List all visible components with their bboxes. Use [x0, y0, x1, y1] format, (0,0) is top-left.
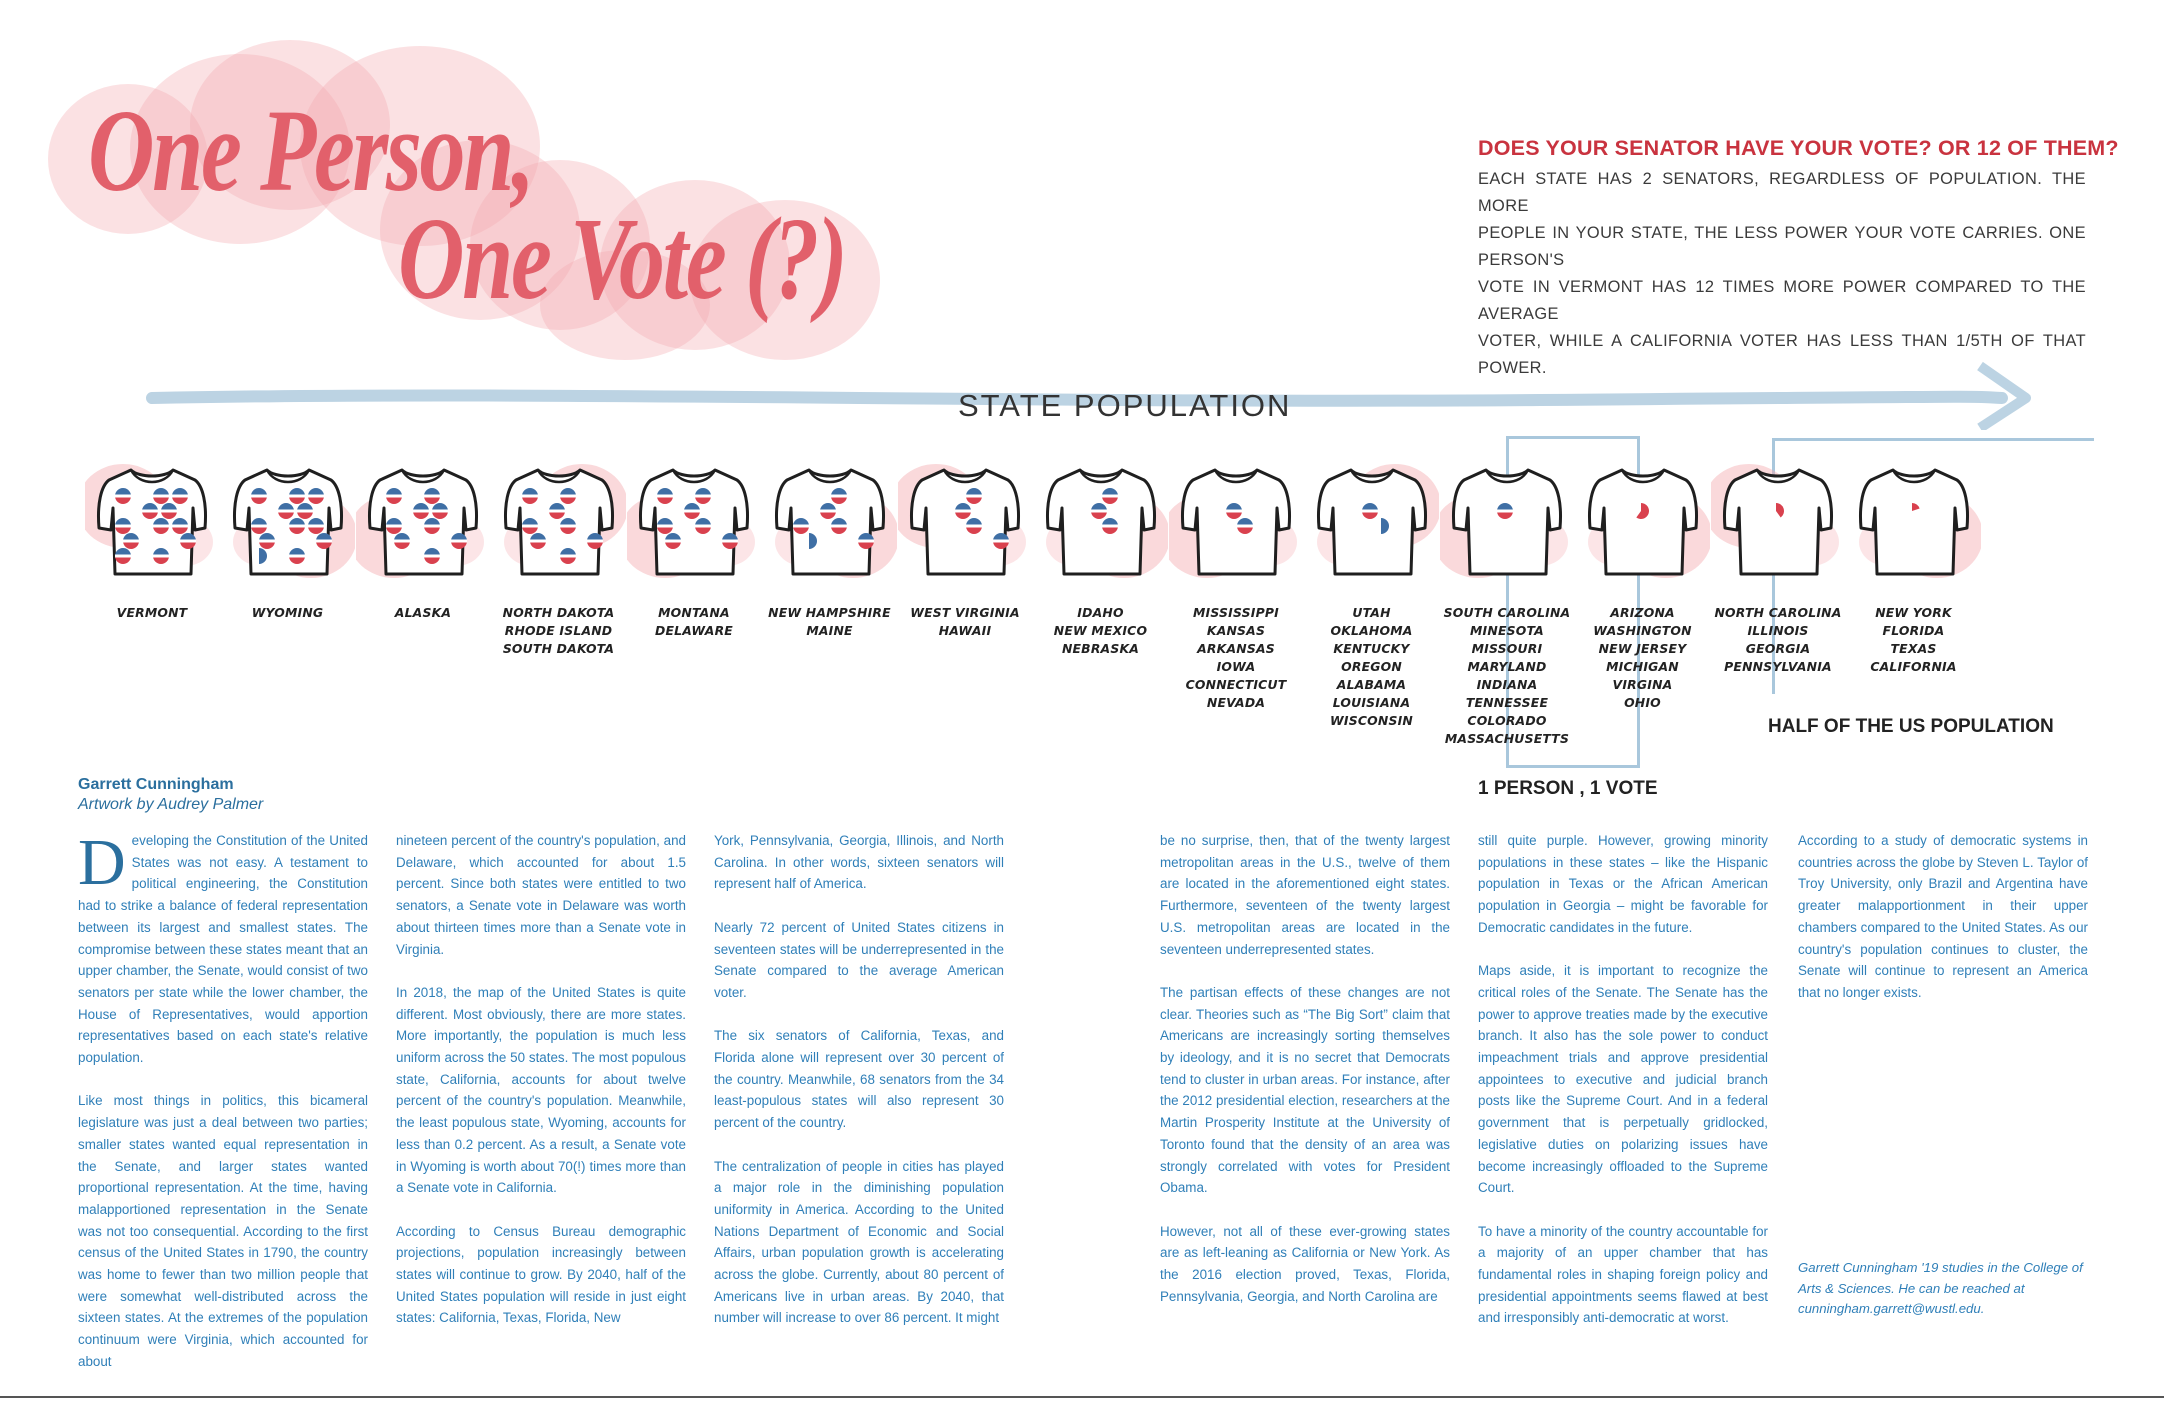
paragraph: still quite purple. However, growing minority populations in these states – like the Hispanic population in Texas or the African American population in Georgia – might be favorable for Democratic candidates in the future.	[1478, 833, 1768, 935]
vote-button-icon	[386, 488, 402, 504]
vote-button-icon	[308, 518, 324, 534]
article-column-3	[714, 830, 1004, 1329]
state-name: WISCONSIN	[1330, 713, 1413, 728]
vote-button-icon	[955, 503, 971, 519]
vote-button-icon	[289, 488, 305, 504]
article-column-6	[1798, 830, 2088, 1004]
vote-button-icon	[316, 533, 332, 549]
article-column-1	[78, 826, 368, 1373]
vote-button-icon	[308, 488, 324, 504]
state-name: MINESOTA	[1470, 623, 1544, 638]
shirt-icon	[1034, 456, 1168, 586]
state-name: TENNESSEE	[1465, 695, 1549, 710]
state-name: TEXAS	[1890, 641, 1937, 656]
state-name: MARYLAND	[1467, 659, 1547, 674]
vote-button-icon	[424, 488, 440, 504]
vote-button-icon	[172, 518, 188, 534]
vote-button-icon	[695, 488, 711, 504]
vote-button-icon	[413, 503, 429, 519]
shirt-icon	[1305, 456, 1439, 586]
vote-button-icon	[522, 488, 538, 504]
shirt-icon	[1576, 456, 1710, 586]
vote-button-icon	[831, 518, 847, 534]
vote-button-icon	[530, 533, 546, 549]
vote-button-icon	[1091, 503, 1107, 519]
state-name: MISSISSIPPI	[1193, 605, 1279, 620]
shirt-icon	[763, 456, 897, 586]
state-name: VIRGINA	[1612, 677, 1673, 692]
vote-button-icon	[251, 488, 267, 504]
state-name: NEW JERSEY	[1598, 641, 1687, 656]
vote-button-icon	[1226, 503, 1242, 519]
state-name: MASSACHUSETTS	[1444, 731, 1570, 746]
state-name: KANSAS	[1206, 623, 1266, 638]
shirt-icon	[356, 456, 490, 586]
vote-button-icon	[259, 533, 275, 549]
vote-button-icon	[172, 488, 188, 504]
shirt-icon	[1440, 456, 1574, 586]
paragraph: The partisan effects of these changes are not clear. Theories such as “The Big Sort” claim that Americans are increasingly sorting themselves by ideology, and it is no secret that Democrats tend to cluster in urban areas. For instance, after the 2012 presidential election, researchers at the Martin Prosperity Institute at the University of Toronto found that the density of an area was strongly correlated with votes for President Obama.	[1160, 984, 1450, 1196]
state-name: NEW HAMPSHIRE	[768, 605, 891, 620]
vote-button-icon	[1102, 488, 1118, 504]
vote-button-icon	[153, 518, 169, 534]
drop-cap: D	[78, 826, 126, 899]
shirt-figure	[1034, 456, 1168, 586]
author-note: Garrett Cunningham '19 studies in the College of Arts & Sciences. He can be reached at cunningham.garrett@wustl.edu.	[1798, 1260, 2083, 1316]
vote-button-icon	[394, 533, 410, 549]
state-name: INDIANA	[1476, 677, 1538, 692]
state-name: CALIFORNIA	[1870, 659, 1957, 674]
state-name: GEORGIA	[1745, 641, 1811, 656]
paragraph: Nearly 72 percent of United States citizens in seventeen states will be underrepresented in the Senate compared to the average American voter.	[714, 919, 1004, 1000]
vote-button-icon	[142, 503, 158, 519]
shirt-figure	[492, 456, 626, 586]
shirt-figure	[356, 456, 490, 586]
state-name: IOWA	[1216, 659, 1256, 674]
vote-button-icon	[180, 533, 196, 549]
state-name: WEST VIRGINIA	[910, 605, 1020, 620]
state-name: RHODE ISLAND	[504, 623, 613, 638]
shirt-figure	[1711, 456, 1845, 586]
paragraph: be no surprise, then, that of the twenty largest metropolitan areas in the U.S., twelve of them are located in the aforementioned eight states. Furthermore, seventeen of the twenty largest U.S. metropolitan areas are located in the seventeen underrepresented states.	[1160, 833, 1450, 957]
state-name: OHIO	[1624, 695, 1661, 710]
state-name: PENNSYLVANIA	[1724, 659, 1832, 674]
vote-button-icon	[451, 533, 467, 549]
vote-button-icon	[115, 548, 131, 564]
shirt-figure	[763, 456, 897, 586]
vote-button-icon	[115, 488, 131, 504]
intro-line: VOTE IN VERMONT HAS 12 TIMES MORE POWER COMPARED TO THE AVERAGE	[1478, 278, 2086, 323]
state-name: DELAWARE	[655, 623, 733, 638]
state-name: IDAHO	[1077, 605, 1124, 620]
state-name: LOUISIANA	[1332, 695, 1411, 710]
shirt-icon	[492, 456, 626, 586]
state-name: NORTH DAKOTA	[502, 605, 615, 620]
vote-button-icon	[1102, 518, 1118, 534]
article-column-4	[1160, 830, 1450, 1307]
state-name: WASHINGTON	[1593, 623, 1692, 638]
state-name: ALASKA	[394, 605, 452, 620]
state-name: NEW MEXICO	[1053, 623, 1148, 638]
shirt-figure	[1440, 456, 1574, 586]
shirt-icon	[221, 456, 355, 586]
state-name: ARKANSAS	[1197, 641, 1275, 656]
paragraph: According to a study of democratic systems in countries across the globe by Steven L. Taylor of Troy University, only Brazil and Argentina have greater malapportionment in their upper chambers compared to the United States. As our country's population continues to cluster, the Senate will continue to represent an America that no longer exists.	[1798, 833, 2088, 1000]
paragraph: The centralization of people in cities has played a major role in the diminishing population uniformity in America. According to the United Nations Department of Economic and Social Affairs, urban population growth is accelerating across the globe. Currently, about 80 percent of Americans live in urban areas. By 2040, that number will increase to over 86 percent. It might	[714, 1158, 1004, 1326]
shirt-figure	[627, 456, 761, 586]
state-name: HAWAII	[938, 623, 992, 638]
vote-button-icon	[522, 518, 538, 534]
page-title-line1: One Person,	[88, 85, 533, 216]
state-name: CONNECTICUT	[1185, 677, 1287, 692]
vote-button-icon	[722, 533, 738, 549]
vote-button-icon	[560, 548, 576, 564]
state-name: UTAH	[1352, 605, 1391, 620]
vote-button-icon	[289, 518, 305, 534]
page-title-line2: One Vote (?)	[398, 193, 846, 324]
shirt-figure	[1576, 456, 1710, 586]
vote-button-icon	[1362, 503, 1378, 519]
vote-button-icon	[424, 518, 440, 534]
vote-button-icon	[560, 488, 576, 504]
article-column-2	[396, 830, 686, 1329]
vote-button-icon	[386, 518, 402, 534]
vote-button-icon	[820, 503, 836, 519]
half-population-bracket-top	[1772, 438, 2094, 441]
paragraph: York, Pennsylvania, Georgia, Illinois, and North Carolina. In other words, sixteen senators will represent half of America.	[714, 833, 1004, 892]
state-name: WYOMING	[251, 605, 324, 620]
vote-button-icon	[793, 518, 809, 534]
shirt-figure	[1847, 456, 1981, 586]
artwork-credit: Artwork by Audrey Palmer	[78, 796, 264, 813]
paragraph: eveloping the Constitution of the United States was not easy. A testament to political engineering, the Constitution had to strike a balance of federal representation between its largest and smallest states. The compromise between these states meant that an upper chamber, the Senate, would consist of two senators per state while the lower chamber, the House of Representatives, would apportion representatives based on each state's relative population.	[78, 833, 368, 1066]
vote-button-icon	[1237, 518, 1253, 534]
vote-button-icon	[289, 548, 305, 564]
state-name: ILLINOIS	[1747, 623, 1809, 638]
state-name: COLORADO	[1467, 713, 1547, 728]
shirt-figure	[1169, 456, 1303, 586]
state-name: MONTANA	[658, 605, 730, 620]
shirt-figure	[221, 456, 355, 586]
vote-button-icon	[424, 548, 440, 564]
state-name: NORTH CAROLINA	[1714, 605, 1842, 620]
vote-button-icon	[684, 503, 700, 519]
shirt-icon	[898, 456, 1032, 586]
vote-button-icon	[695, 518, 711, 534]
vote-button-icon	[560, 518, 576, 534]
state-name: ARIZONA	[1610, 605, 1675, 620]
axis-label: STATE POPULATION	[958, 388, 1292, 423]
vote-button-icon	[153, 548, 169, 564]
shirt-figure	[1305, 456, 1439, 586]
paragraph: Maps aside, it is important to recognize the critical roles of the Senate. The Senate has the power to approve treaties made by the executive branch. It also has the sole power to conduct impeachment trials and approve presidential appointees to executive and judicial branch posts like the Supreme Court. And in a federal government that is perpetually gridlocked, legislative duties on polarizing issues have become increasingly offloaded to the Supreme Court.	[1478, 963, 1768, 1196]
state-name: MICHIGAN	[1606, 659, 1679, 674]
paragraph: However, not all of these ever-growing states are as left-leaning as California or New York. As the 2016 election proved, Texas, Florida, Pennsylvania, Georgia, and North Carolina are	[1160, 1223, 1450, 1304]
vote-button-icon	[831, 488, 847, 504]
vote-button-icon	[966, 488, 982, 504]
intro-text	[1478, 166, 2086, 382]
vote-button-icon	[278, 503, 294, 519]
state-name: VERMONT	[116, 605, 188, 620]
vote-button-icon	[1497, 503, 1513, 519]
state-name: OKLAHOMA	[1330, 623, 1413, 638]
author-name: Garrett Cunningham	[78, 776, 234, 793]
state-name: SOUTH DAKOTA	[502, 641, 615, 656]
vote-button-icon	[858, 533, 874, 549]
state-name: MISSOURI	[1471, 641, 1543, 656]
vote-button-icon	[432, 503, 448, 519]
byline	[78, 776, 263, 814]
intro-line: VOTER, WHILE A CALIFORNIA VOTER HAS LESS THAN 1/5TH OF THAT POWER.	[1478, 332, 2086, 377]
vote-button-icon	[993, 533, 1009, 549]
state-name: NEVADA	[1206, 695, 1266, 710]
state-name: KENTUCKY	[1333, 641, 1410, 656]
paragraph: To have a minority of the country accountable for a majority of an upper chamber that has fundamental roles in shaping foreign policy and presidential appointments seems flawed at best and irresponsibly anti-democratic at worst.	[1478, 1223, 1768, 1326]
state-name: FLORIDA	[1882, 623, 1945, 638]
vote-button-icon	[657, 518, 673, 534]
paragraph: According to Census Bureau demographic projections, population increasingly between states will continue to grow. By 2040, half of the United States population will reside in just eight states: California, Texas, Florida, New	[396, 1223, 686, 1326]
vote-button-icon	[665, 533, 681, 549]
vote-button-icon	[966, 518, 982, 534]
vote-button-icon	[161, 503, 177, 519]
intro-line: PEOPLE IN YOUR STATE, THE LESS POWER YOUR VOTE CARRIES. ONE PERSON'S	[1478, 224, 2086, 269]
one-person-one-vote-label: 1 PERSON , 1 VOTE	[1478, 778, 1658, 799]
shirt-icon	[1169, 456, 1303, 586]
shirt-figure	[898, 456, 1032, 586]
shirt-icon	[1711, 456, 1845, 586]
paragraph: Like most things in politics, this bicameral legislature was just a deal between two parties; smaller states wanted equal representation in the Senate, and larger states wanted proportional representation. At the time, having malapportioned representation in the Senate was not too consequential. According to the first census of the United States in 1790, the country was home to fewer than two million people that were somewhat well-distributed across the sixteen states. At the extremes of the population continuum were Virginia, which accounted for about	[78, 1093, 368, 1369]
vote-button-icon	[251, 518, 267, 534]
vote-button-icon	[549, 503, 565, 519]
page-bottom-rule	[0, 1396, 2164, 1398]
shirt-icon	[85, 456, 219, 586]
vote-button-icon	[657, 488, 673, 504]
vote-button-icon	[115, 518, 131, 534]
intro-line: EACH STATE HAS 2 SENATORS, REGARDLESS OF POPULATION. THE MORE	[1478, 170, 2086, 215]
state-group-label	[1834, 604, 1994, 676]
state-name: NEBRASKA	[1061, 641, 1140, 656]
state-name: MAINE	[806, 623, 853, 638]
state-name: ALABAMA	[1336, 677, 1407, 692]
vote-button-icon	[123, 533, 139, 549]
vote-button-icon	[153, 488, 169, 504]
shirt-icon	[627, 456, 761, 586]
intro-heading: DOES YOUR SENATOR HAVE YOUR VOTE? OR 12 OF THEM?	[1478, 136, 2119, 160]
shirt-figure	[85, 456, 219, 586]
paragraph: The six senators of California, Texas, and Florida alone will represent over 30 percent of the country. Meanwhile, 68 senators from the 34 least-populous states will also represent 30 percent of the country.	[714, 1028, 1004, 1131]
state-name: OREGON	[1341, 659, 1402, 674]
shirt-icon	[1847, 456, 1981, 586]
half-population-label: HALF OF THE US POPULATION	[1768, 716, 2054, 737]
vote-button-icon	[297, 503, 313, 519]
paragraph: In 2018, the map of the United States is quite different. Most obviously, there are more states. More importantly, the population is much less uniform across the 50 states. The most populous state, California, accounts for about twelve percent of the country's population. Meanwhile, the least populous state, Wyoming, accounts for less than 0.2 percent. As a result, a Senate vote in Wyoming is worth about 70(!) times more than a Senate vote in California.	[396, 984, 686, 1196]
vote-button-icon	[587, 533, 603, 549]
state-name: SOUTH CAROLINA	[1443, 605, 1571, 620]
state-name: NEW YORK	[1875, 605, 1952, 620]
article-column-5	[1478, 830, 1768, 1329]
paragraph: nineteen percent of the country's population, and Delaware, which accounted for about 1.5 percent. Since both states were entitled to two senators, a Senate vote in Delaware was worth about thirteen times more than a Senate vote in Virginia.	[396, 833, 686, 957]
